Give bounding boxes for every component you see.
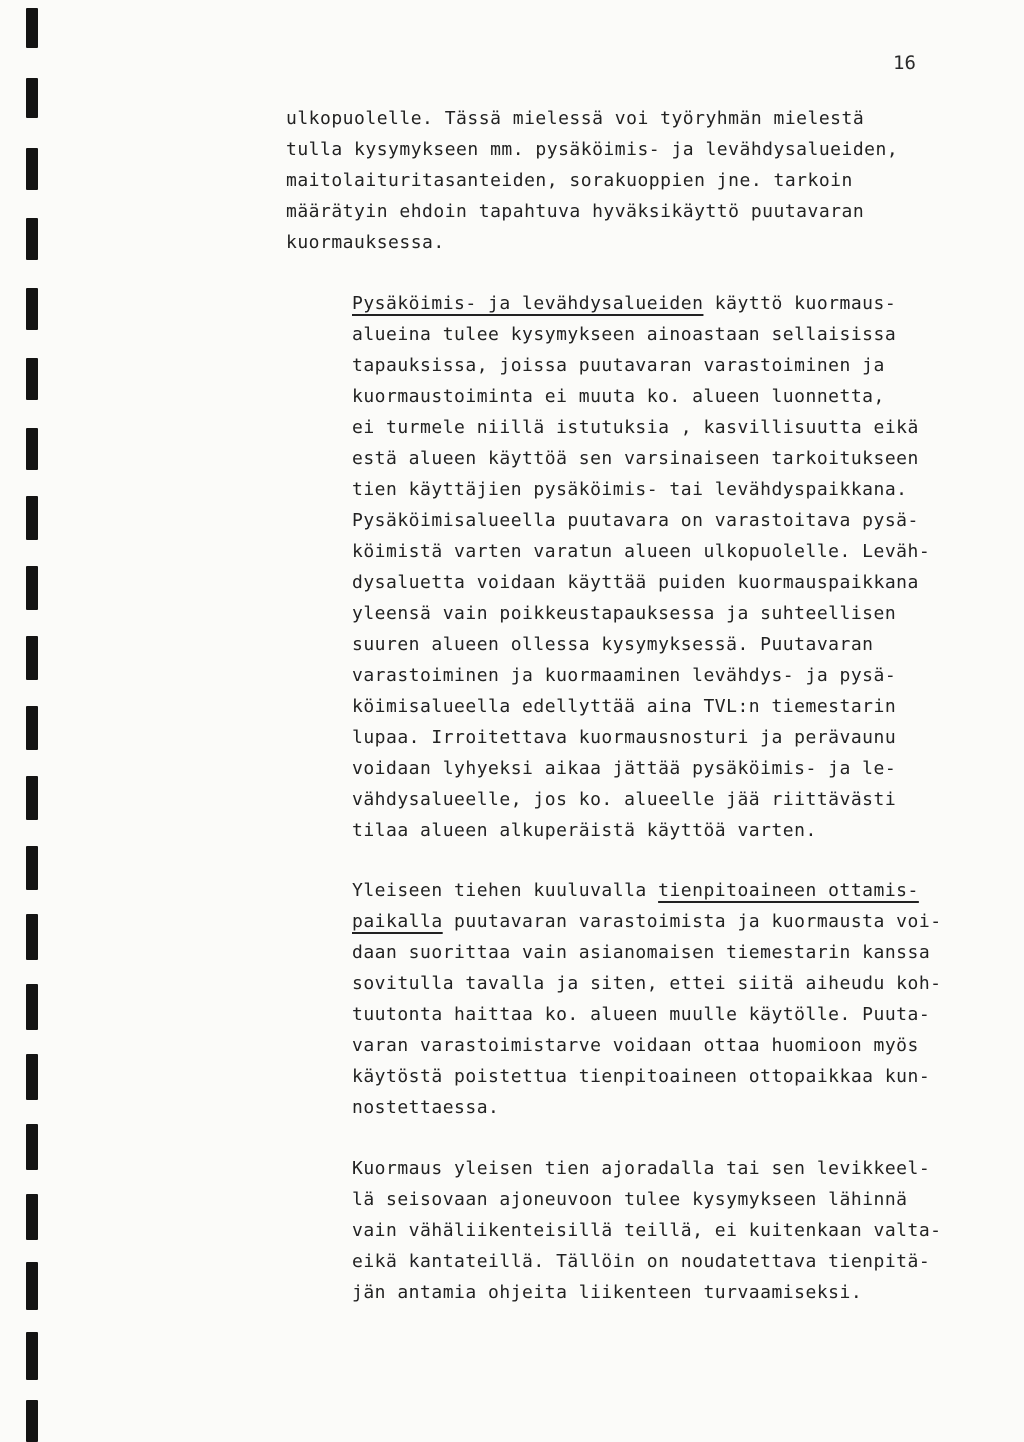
underlined-heading: tienpitoaineen ottamis- [658,880,919,901]
text-line: köimistä varten varatun alueen ulkopuolelle. Leväh- [352,541,931,562]
binding-mark [26,984,38,1030]
binding-mark [26,1124,38,1170]
heading-continuation: puutavaran varastoimista ja kuormausta voi- [442,911,942,932]
text-line: dysaluetta voidaan käyttää puiden kuormauspaikkana [352,572,919,593]
text-line: alueina tulee kysymykseen ainoastaan sellaisissa [352,324,897,345]
binding-mark [26,1262,38,1310]
paragraph-heading-line [352,879,919,903]
binding-mark [26,776,38,820]
binding-mark [26,566,38,610]
binding-mark [26,1332,38,1380]
text-line: lupaa. Irroitettava kuormausnosturi ja perävaunu [352,727,897,748]
binding-mark [26,1400,38,1442]
text-line: käytöstä poistettua tienpitoaineen ottopaikkaa kun- [352,1066,931,1087]
text-line: kuormaustoiminta ei muuta ko. alueen luonnetta, [352,386,885,407]
binding-mark [26,288,38,330]
text-line: sovitulla tavalla ja siten, ettei siitä aiheudu koh- [352,973,942,994]
text-line: vähdysalueelle, jos ko. alueelle jää riittävästi [352,789,897,810]
text-line: tuutonta haittaa ko. alueen muulle käytölle. Puuta- [352,1004,931,1025]
text-line: tien käyttäjien pysäköimis- tai levähdyspaikkana. [352,479,908,500]
page-number: 16 [893,52,916,74]
text-line: tapauksissa, joissa puutavaran varastoiminen ja [352,355,885,376]
binding-mark [26,636,38,680]
heading-continuation: käyttö kuormaus- [703,293,897,314]
text-line: varastoiminen ja kuormaaminen levähdys- ja pysä- [352,665,897,686]
heading-lead-in: Yleiseen tiehen kuuluvalla [352,880,659,901]
text-line: ulkopuolelle. Tässä mielessä voi työryhmän mielestä [286,108,865,129]
text-line: määrätyin ehdoin tapahtuva hyväksikäyttö puutavaran [286,201,865,222]
text-line: Kuormaus yleisen tien ajoradalla tai sen levikkeel- [352,1158,931,1179]
underlined-heading: Pysäköimis- ja levähdysalueiden [352,293,704,314]
text-line: köimisalueella edellyttää aina TVL:n tiemestarin [352,696,897,717]
underlined-heading: paikalla [352,911,443,932]
binding-mark [26,706,38,750]
text-line: Pysäköimisalueella puutavara on varastoitava pysä- [352,510,919,531]
text-line: tilaa alueen alkuperäistä käyttöä varten. [352,820,817,841]
binding-mark [26,218,38,260]
paragraph-heading-line [352,910,942,934]
binding-mark [26,358,38,400]
text-line: nostettaessa. [352,1097,500,1118]
text-line: vain vähäliikenteisillä teillä, ei kuitenkaan valta- [352,1220,942,1241]
binding-mark [26,428,38,470]
text-line: tulla kysymykseen mm. pysäköimis- ja levähdysalueiden, [286,139,899,160]
text-line: lä seisovaan ajoneuvoon tulee kysymykseen lähinnä [352,1189,908,1210]
binding-mark [26,78,38,118]
text-line: ei turmele niillä istutuksia , kasvillisuutta eikä [352,417,919,438]
text-line: maitolaituritasanteiden, sorakuoppien jne. tarkoin [286,170,853,191]
binding-mark [26,914,38,960]
text-line: kuormauksessa. [286,232,445,253]
text-line: varan varastoimistarve voidaan ottaa huomioon myös [352,1035,919,1056]
text-line: eikä kantateillä. Tällöin on noudatettava tienpitä- [352,1251,931,1272]
binding-mark [26,1054,38,1100]
binding-mark [26,1194,38,1240]
text-line: daan suorittaa vain asianomaisen tiemestarin kanssa [352,942,931,963]
text-line: jän antamia ohjeita liikenteen turvaamiseksi. [352,1282,863,1303]
text-line: estä alueen käyttöä sen varsinaiseen tarkoitukseen [352,448,919,469]
binding-mark [26,148,38,190]
paragraph-heading-line [352,292,896,316]
binding-mark [26,496,38,540]
text-line: voidaan lyhyeksi aikaa jättää pysäköimis- ja le- [352,758,897,779]
binding-mark [26,8,38,48]
binding-mark [26,846,38,890]
text-line: suuren alueen ollessa kysymyksessä. Puutavaran [352,634,874,655]
text-line: yleensä vain poikkeustapauksessa ja suhteellisen [352,603,897,624]
